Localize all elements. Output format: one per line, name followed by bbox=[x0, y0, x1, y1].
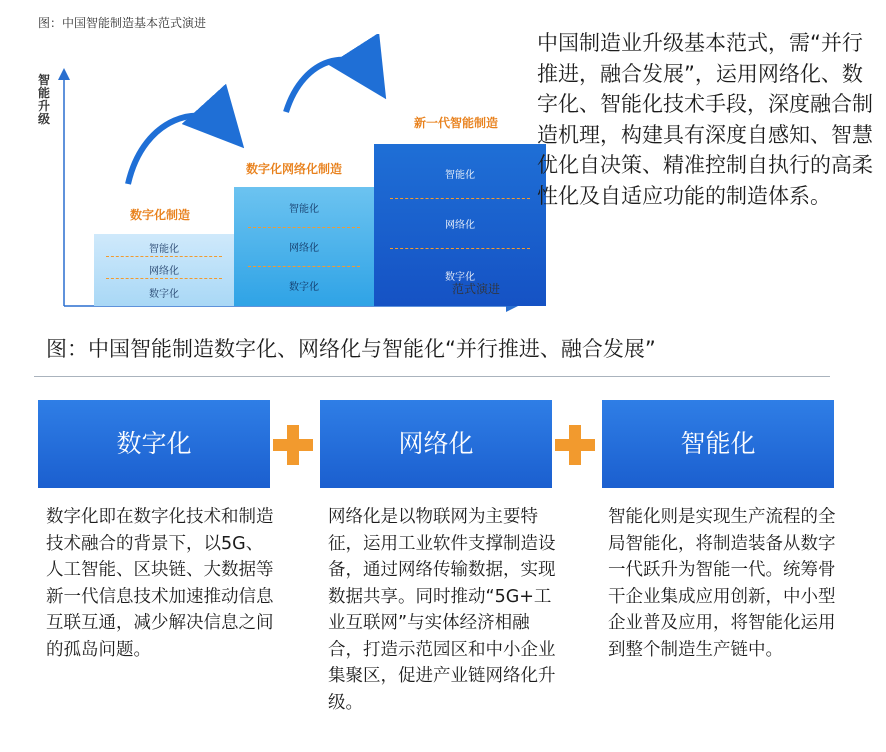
step3-item-3: 数字化 bbox=[445, 272, 475, 283]
step-title-1: 数字化制造 bbox=[130, 208, 191, 222]
x-axis-label: 范式演进 bbox=[452, 282, 501, 296]
curved-arrow-2 bbox=[286, 60, 370, 112]
paradigm-evolution-diagram bbox=[34, 34, 524, 324]
concept-intelligent-box: 智能化 bbox=[602, 400, 834, 488]
figure-title: 图：中国智能制造基本范式演进 bbox=[38, 16, 207, 30]
step2-item-2: 网络化 bbox=[289, 243, 319, 254]
concept-network-box: 网络化 bbox=[320, 400, 552, 488]
intro-paragraph: 中国制造业升级基本范式，需“并行推进，融合发展”，运用网络化、数字化、智能化技术手段，深度融合制造机理，构建具有深度自感知、智慧优化自决策、精准控制自执行的高柔性化及自适应功能的制造体系。 bbox=[537, 31, 873, 208]
y-axis-label: 智能升级 bbox=[38, 73, 51, 126]
step3-divider-2 bbox=[390, 248, 530, 249]
step1-item-2: 网络化 bbox=[149, 266, 179, 277]
step1-item-3: 数字化 bbox=[149, 289, 179, 300]
step-title-2: 数字化网络化制造 bbox=[246, 162, 343, 176]
step2-item-3: 数字化 bbox=[289, 282, 319, 293]
section-heading: 图：中国智能制造数字化、网络化与智能化“并行推进、融合发展” bbox=[46, 337, 656, 361]
step2-divider-1 bbox=[248, 227, 360, 228]
step3-item-2: 网络化 bbox=[445, 220, 475, 231]
step1-divider-1 bbox=[106, 256, 222, 257]
step-title-3: 新一代智能制造 bbox=[414, 116, 499, 130]
concept-network-description: 网络化是以物联网为主要特征，运用工业软件支撑制造设备，通过网络传输数据，实现数据共享。同时推动“5G+工业互联网”与实体经济相融合，打造示范园区和中小企业集聚区，促进产业链网络化升级。 bbox=[328, 507, 556, 713]
concept-digital-description: 数字化即在数字化技术和制造技术融合的背景下，以5G、人工智能、区块链、大数据等新一代信息技术加速推动信息互联互通，减少解决信息之间的孤岛问题。 bbox=[46, 507, 274, 660]
curved-arrow-1 bbox=[128, 116, 224, 184]
step1-divider-2 bbox=[106, 278, 222, 279]
plus-icon bbox=[273, 425, 313, 465]
step3-item-1: 智能化 bbox=[445, 170, 475, 181]
concept-digital-box: 数字化 bbox=[38, 400, 270, 488]
step3-divider-1 bbox=[390, 198, 530, 199]
section-divider bbox=[34, 376, 830, 377]
plus-icon bbox=[555, 425, 595, 465]
step2-item-1: 智能化 bbox=[289, 204, 319, 215]
step1-item-1: 智能化 bbox=[149, 244, 179, 255]
concept-intelligent-description: 智能化则是实现生产流程的全局智能化，将制造装备从数字一代跃升为智能一代。统筹骨干企业集成应用创新，中小型企业普及应用，将智能化运用到整个制造生产链中。 bbox=[608, 507, 836, 660]
step2-divider-2 bbox=[248, 266, 360, 267]
